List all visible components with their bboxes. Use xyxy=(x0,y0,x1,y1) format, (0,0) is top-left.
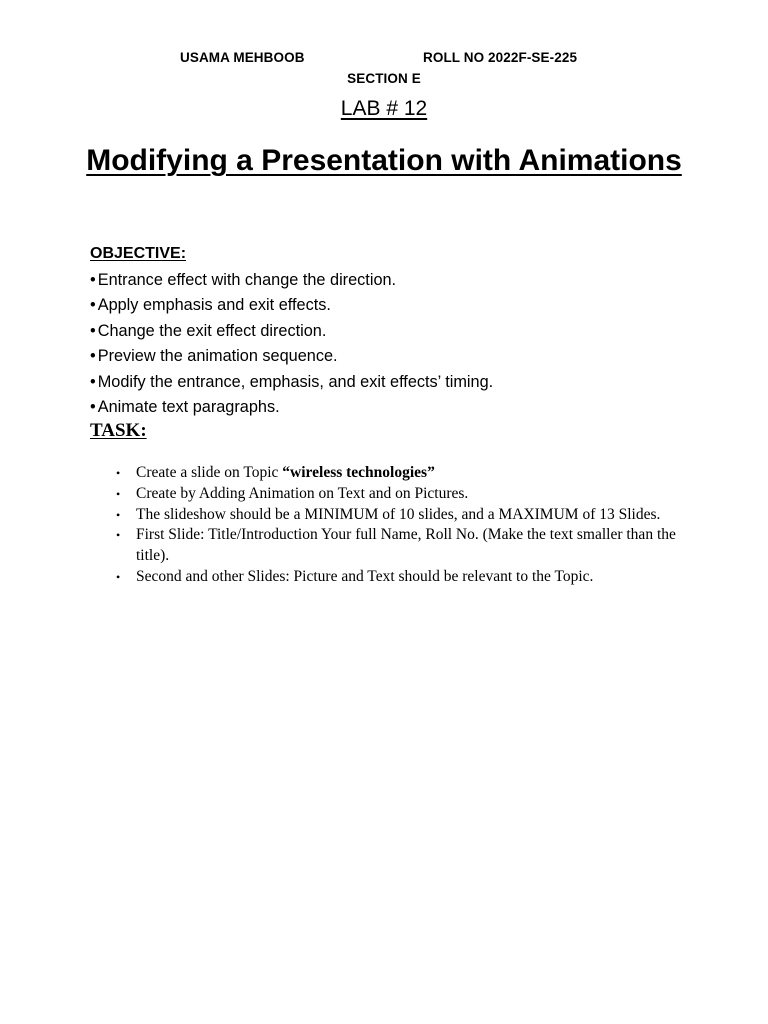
task-topic: “wireless technologies” xyxy=(282,464,435,481)
lab-number xyxy=(0,97,768,121)
task-heading: TASK: xyxy=(90,420,147,441)
page-title-text: Modifying a Presentation with Animations xyxy=(86,144,682,177)
student-name: USAMA MEHBOOB xyxy=(180,50,305,65)
objective-list xyxy=(90,268,493,420)
task-list xyxy=(136,463,696,588)
lab-number-text: LAB # 12 xyxy=(340,97,428,120)
task-item: • First Slide: Title/Introduction Your full Name, Roll No. (Make the text smaller than the title). xyxy=(136,525,696,567)
task-item: • The slideshow should be a MINIMUM of 10 slides, and a MAXIMUM of 13 Slides. xyxy=(136,505,696,526)
objective-item: • Preview the animation sequence. xyxy=(90,344,493,369)
roll-number: ROLL NO 2022F-SE-225 xyxy=(423,50,578,65)
task-item-text: Create a slide on Topic xyxy=(136,464,283,481)
objective-heading: OBJECTIVE: xyxy=(90,245,187,262)
section-label: SECTION E xyxy=(347,71,421,86)
objective-item: • Entrance effect with change the direction. xyxy=(90,268,493,293)
task-item xyxy=(136,463,696,484)
objective-item: • Change the exit effect direction. xyxy=(90,319,493,344)
page-title xyxy=(0,138,768,184)
objective-item: • Animate text paragraphs. xyxy=(90,395,493,420)
objective-item: • Apply emphasis and exit effects. xyxy=(90,293,493,318)
task-item: • Second and other Slides: Picture and Text should be relevant to the Topic. xyxy=(136,567,696,588)
task-item: • Create by Adding Animation on Text and on Pictures. xyxy=(136,484,696,505)
objective-item: • Modify the entrance, emphasis, and exit effects’ timing. xyxy=(90,370,493,395)
